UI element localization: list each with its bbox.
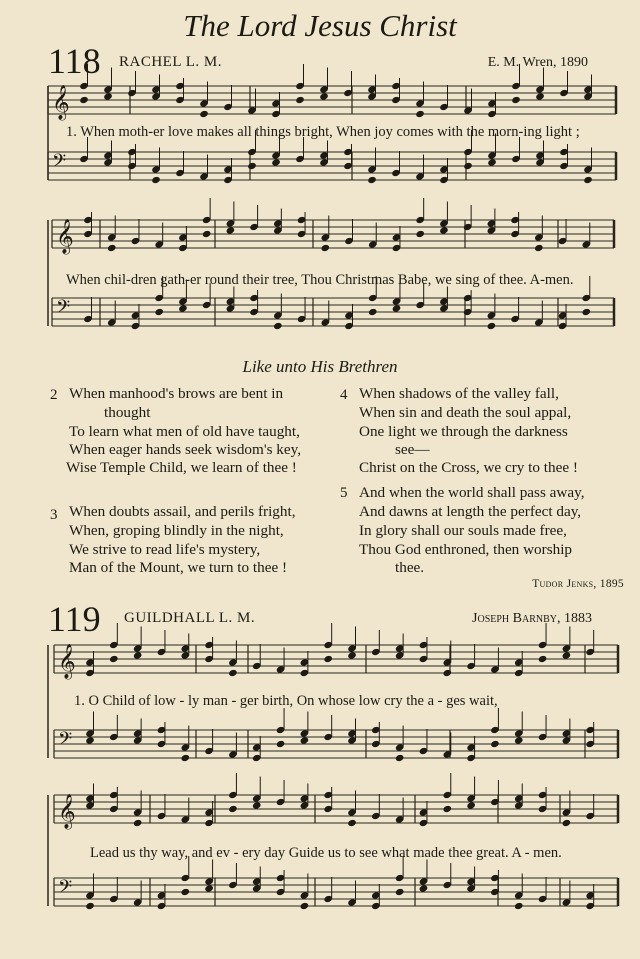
treble-clef: 𝄞 bbox=[56, 219, 74, 254]
notehead bbox=[368, 308, 378, 316]
notehead bbox=[151, 176, 161, 184]
notehead bbox=[178, 304, 188, 312]
notehead bbox=[463, 162, 473, 170]
notehead bbox=[535, 92, 545, 100]
verse-line: When, groping blindly in the night, bbox=[69, 522, 284, 539]
notehead bbox=[202, 230, 212, 238]
notehead bbox=[583, 176, 593, 184]
bass-clef: 𝄢 bbox=[58, 877, 73, 902]
verse-line: Thou God enthroned, then worship bbox=[359, 541, 573, 558]
notehead bbox=[395, 754, 405, 762]
lyric-line-118-2: When chil-dren gath-er round their tree, Thou Christmas Babe, we sing of thee. A-men. bbox=[66, 272, 574, 288]
hymn-number-118: 118 bbox=[48, 41, 101, 81]
notehead bbox=[392, 304, 402, 312]
treble-clef: 𝄞 bbox=[58, 794, 76, 829]
treble-clef: 𝄞 bbox=[52, 85, 70, 120]
notehead bbox=[300, 902, 310, 910]
verse-line: To learn what men of old have taught, bbox=[69, 423, 300, 440]
verse-line: One light we through the darkness bbox=[359, 423, 568, 440]
notehead bbox=[109, 655, 119, 663]
verse-number: 3 bbox=[50, 507, 58, 523]
notehead bbox=[226, 226, 236, 234]
notehead bbox=[180, 888, 190, 896]
verse-line: thee. bbox=[395, 559, 425, 576]
hymn-number-119: 119 bbox=[48, 599, 101, 639]
notehead bbox=[199, 110, 209, 118]
notehead bbox=[273, 322, 283, 330]
notehead bbox=[347, 819, 357, 827]
notehead bbox=[514, 902, 524, 910]
text-credit: Tudor Jenks, 1895 bbox=[532, 578, 624, 590]
notehead bbox=[466, 801, 476, 809]
notehead bbox=[180, 754, 190, 762]
verse-line: When doubts assail, and perils fright, bbox=[69, 503, 296, 520]
verse-line: thought bbox=[104, 404, 151, 421]
verse-line: When shadows of the valley fall, bbox=[359, 385, 559, 402]
notehead bbox=[534, 244, 544, 252]
verse-line: We strive to read life's mystery, bbox=[69, 541, 261, 558]
verse-number: 4 bbox=[340, 387, 348, 403]
notehead bbox=[581, 308, 591, 316]
verse-line: And dawns at length the perfect day, bbox=[359, 503, 582, 520]
notehead bbox=[395, 888, 405, 896]
notehead bbox=[323, 655, 333, 663]
verse-line: Christ on the Cross, we cry to thee ! bbox=[359, 459, 578, 476]
notehead bbox=[276, 740, 286, 748]
verse-number: 2 bbox=[50, 387, 58, 403]
notehead bbox=[319, 92, 329, 100]
notehead bbox=[415, 230, 425, 238]
notehead bbox=[228, 669, 238, 677]
notehead bbox=[514, 736, 524, 744]
tune-name-118: RACHEL L. M. bbox=[119, 54, 222, 70]
notehead bbox=[538, 655, 548, 663]
notehead bbox=[490, 740, 500, 748]
bass-clef: 𝄢 bbox=[58, 729, 73, 754]
notehead bbox=[154, 308, 164, 316]
notehead bbox=[562, 819, 572, 827]
notehead bbox=[204, 884, 214, 892]
verse-line: When eager hands seek wisdom's key, bbox=[69, 441, 302, 458]
composer-118: E. M. Wren, 1890 bbox=[487, 55, 588, 70]
notehead bbox=[133, 651, 143, 659]
notehead bbox=[442, 669, 452, 677]
notehead bbox=[271, 158, 281, 166]
section-subtitle: Like unto His Brethren bbox=[242, 357, 398, 376]
verse-line: And when the world shall pass away, bbox=[359, 484, 585, 501]
notehead bbox=[79, 96, 89, 104]
notehead bbox=[85, 902, 95, 910]
notehead bbox=[487, 322, 497, 330]
notehead bbox=[252, 801, 262, 809]
notehead bbox=[107, 244, 117, 252]
treble-clef: 𝄞 bbox=[58, 644, 76, 679]
notehead bbox=[487, 158, 497, 166]
lyric-line-118-1: 1. When moth-er love makes all things bright, When joy comes with the morn-ing light ; bbox=[66, 124, 580, 140]
verse-line: When manhood's brows are bent in bbox=[69, 385, 284, 402]
bass-clef: 𝄢 bbox=[52, 151, 67, 176]
verse-line: Man of the Mount, we turn to thee ! bbox=[69, 559, 288, 576]
verse-line: Wise Temple Child, we learn of thee ! bbox=[66, 459, 297, 476]
tune-name-119: GUILDHALL L. M. bbox=[124, 610, 256, 626]
notehead bbox=[419, 884, 429, 892]
lyric-line-119-2: Lead us thy way, and ev - ery day Guide us to see what made thee great. A - men. bbox=[90, 845, 562, 861]
notehead bbox=[415, 110, 425, 118]
notehead bbox=[439, 226, 449, 234]
notehead bbox=[247, 162, 257, 170]
notehead bbox=[367, 176, 377, 184]
notehead bbox=[228, 805, 238, 813]
notehead bbox=[300, 736, 310, 744]
composer-119: Joseph Barnby, 1883 bbox=[472, 611, 592, 626]
lyric-line-119-1: 1. O Child of low - ly man - ger birth, On whose low cry the a - ges wait, bbox=[74, 693, 498, 709]
verse-number: 5 bbox=[340, 485, 348, 501]
page-title: The Lord Jesus Christ bbox=[183, 8, 457, 43]
notehead bbox=[562, 651, 572, 659]
bass-clef: 𝄢 bbox=[56, 297, 71, 322]
notehead bbox=[85, 736, 95, 744]
notehead bbox=[295, 96, 305, 104]
verse-line: see— bbox=[395, 441, 430, 458]
notehead bbox=[511, 96, 521, 104]
notehead bbox=[320, 244, 330, 252]
verse-line: In glory shall our souls made free, bbox=[359, 522, 567, 539]
notehead bbox=[133, 819, 143, 827]
notehead bbox=[103, 92, 113, 100]
notehead bbox=[442, 805, 452, 813]
verse-line: When sin and death the soul appal, bbox=[359, 404, 572, 421]
notehead bbox=[347, 651, 357, 659]
